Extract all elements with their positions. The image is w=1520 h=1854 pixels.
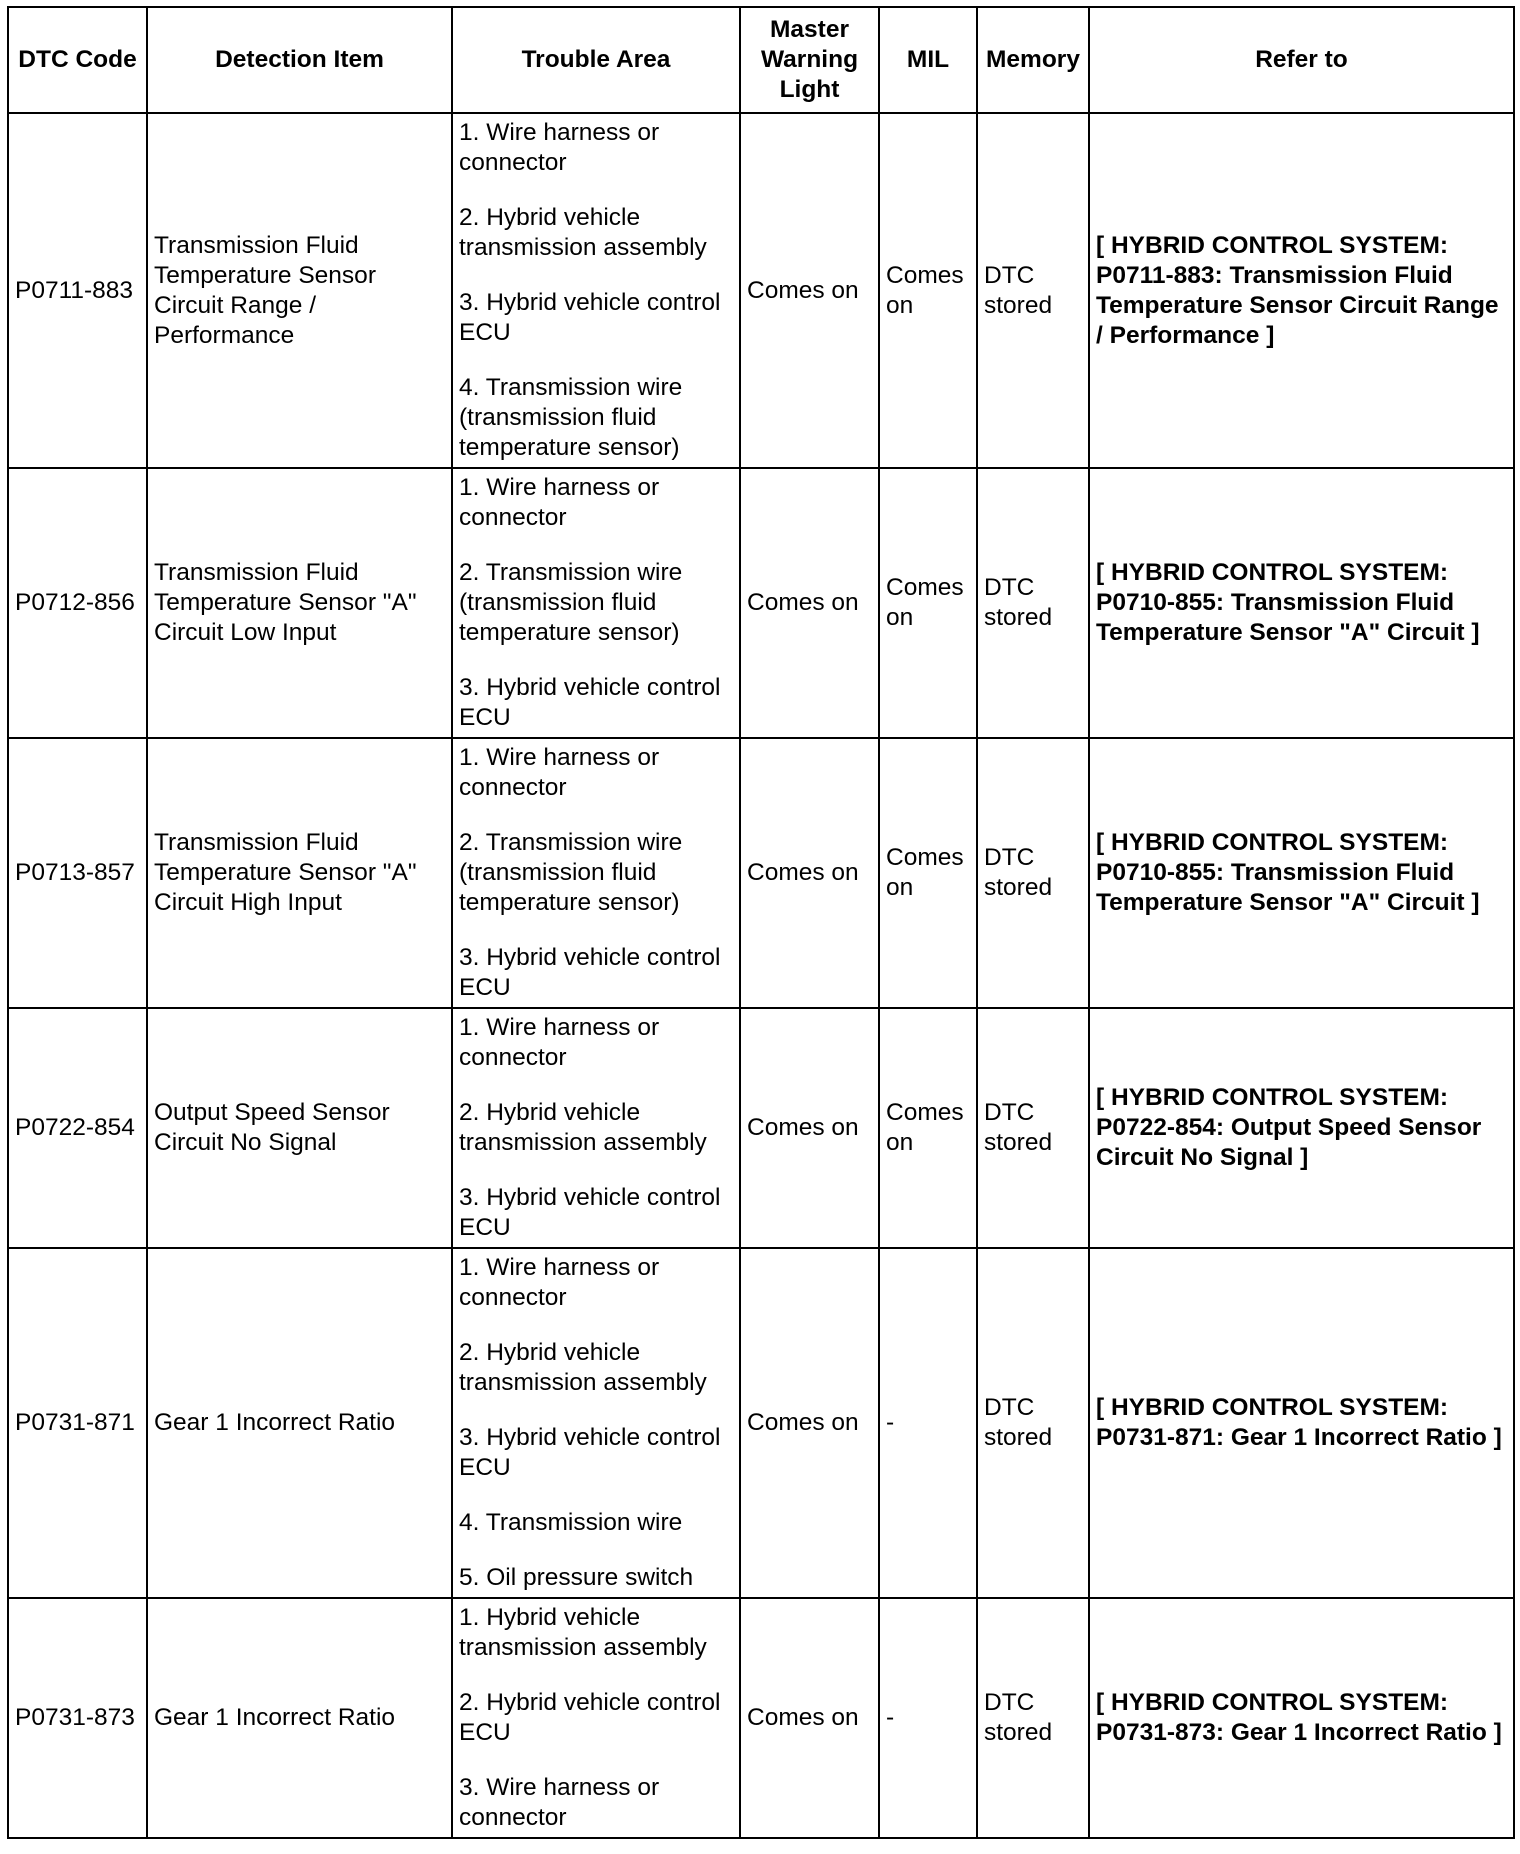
dtc-table [7, 6, 1515, 1839]
cell-master-warning-light: Comes on [740, 468, 879, 738]
cell-refer-to: [ HYBRID CONTROL SYSTEM: P0711-883: Transmission Fluid Temperature Sensor Circuit Range / Performance ] [1089, 113, 1514, 468]
cell-detection-item: Output Speed Sensor Circuit No Signal [147, 1008, 452, 1248]
cell-memory: DTC stored [977, 1248, 1089, 1598]
cell-detection-item: Transmission Fluid Temperature Sensor "A" Circuit High Input [147, 738, 452, 1008]
trouble-area-item: 4. Transmission wire (transmission fluid temperature sensor) [459, 374, 683, 461]
cell-memory: DTC stored [977, 1598, 1089, 1838]
trouble-area-item: 2. Hybrid vehicle transmission assembly [459, 204, 707, 261]
cell-refer-to: [ HYBRID CONTROL SYSTEM: P0731-873: Gear 1 Incorrect Ratio ] [1089, 1598, 1514, 1838]
trouble-area-item: 3. Wire harness or connector [459, 1774, 660, 1831]
cell-master-warning-light: Comes on [740, 1008, 879, 1248]
table-row [8, 113, 1514, 468]
cell-trouble-area [452, 1248, 740, 1598]
cell-detection-item: Transmission Fluid Temperature Sensor "A" Circuit Low Input [147, 468, 452, 738]
cell-dtc-code: P0731-871 [8, 1248, 147, 1598]
header-detection-item: Detection Item [147, 7, 452, 113]
table-row [8, 1008, 1514, 1248]
table-header [8, 7, 1514, 113]
header-memory: Memory [977, 7, 1089, 113]
cell-detection-item: Transmission Fluid Temperature Sensor Circuit Range / Performance [147, 113, 452, 468]
cell-master-warning-light: Comes on [740, 113, 879, 468]
header-refer-to: Refer to [1089, 7, 1514, 113]
cell-mil: Comes on [879, 113, 977, 468]
table-row [8, 1248, 1514, 1598]
header-master-warning-light: Master Warning Light [740, 7, 879, 113]
cell-trouble-area [452, 738, 740, 1008]
cell-dtc-code: P0731-873 [8, 1598, 147, 1838]
cell-memory: DTC stored [977, 468, 1089, 738]
trouble-area-item: 2. Hybrid vehicle transmission assembly [459, 1339, 707, 1396]
cell-trouble-area [452, 468, 740, 738]
cell-memory: DTC stored [977, 738, 1089, 1008]
trouble-area-item: 3. Hybrid vehicle control ECU [459, 944, 721, 1001]
trouble-area-item: 2. Hybrid vehicle transmission assembly [459, 1099, 707, 1156]
cell-refer-to: [ HYBRID CONTROL SYSTEM: P0731-871: Gear 1 Incorrect Ratio ] [1089, 1248, 1514, 1598]
cell-mil: Comes on [879, 468, 977, 738]
cell-trouble-area [452, 113, 740, 468]
trouble-area-item: 1. Wire harness or connector [459, 474, 660, 531]
trouble-area-item: 2. Transmission wire (transmission fluid temperature sensor) [459, 829, 683, 916]
cell-memory: DTC stored [977, 1008, 1089, 1248]
trouble-area-item: 2. Transmission wire (transmission fluid temperature sensor) [459, 559, 683, 646]
cell-mil: Comes on [879, 1008, 977, 1248]
trouble-area-item: 1. Wire harness or connector [459, 1014, 660, 1071]
trouble-area-item: 3. Hybrid vehicle control ECU [459, 1424, 721, 1481]
cell-detection-item: Gear 1 Incorrect Ratio [147, 1248, 452, 1598]
cell-trouble-area [452, 1008, 740, 1248]
trouble-area-item: 1. Wire harness or connector [459, 744, 660, 801]
cell-master-warning-light: Comes on [740, 738, 879, 1008]
trouble-area-item: 3. Hybrid vehicle control ECU [459, 674, 721, 731]
cell-mil: - [879, 1598, 977, 1838]
cell-dtc-code: P0711-883 [8, 113, 147, 468]
trouble-area-item: 4. Transmission wire [459, 1509, 683, 1536]
trouble-area-item: 1. Wire harness or connector [459, 1254, 660, 1311]
cell-trouble-area [452, 1598, 740, 1838]
cell-master-warning-light: Comes on [740, 1248, 879, 1598]
header-row [8, 7, 1514, 113]
cell-refer-to: [ HYBRID CONTROL SYSTEM: P0710-855: Transmission Fluid Temperature Sensor "A" Circuit ] [1089, 468, 1514, 738]
table-row [8, 468, 1514, 738]
table-row [8, 1598, 1514, 1838]
cell-mil: Comes on [879, 738, 977, 1008]
header-mil: MIL [879, 7, 977, 113]
table-row [8, 738, 1514, 1008]
cell-dtc-code: P0712-856 [8, 468, 147, 738]
trouble-area-item: 3. Hybrid vehicle control ECU [459, 1184, 721, 1241]
header-trouble-area: Trouble Area [452, 7, 740, 113]
cell-refer-to: [ HYBRID CONTROL SYSTEM: P0710-855: Transmission Fluid Temperature Sensor "A" Circuit ] [1089, 738, 1514, 1008]
trouble-area-item: 1. Hybrid vehicle transmission assembly [459, 1604, 707, 1661]
trouble-area-item: 1. Wire harness or connector [459, 119, 660, 176]
cell-detection-item: Gear 1 Incorrect Ratio [147, 1598, 452, 1838]
cell-mil: - [879, 1248, 977, 1598]
trouble-area-item: 2. Hybrid vehicle control ECU [459, 1689, 721, 1746]
header-dtc-code: DTC Code [8, 7, 147, 113]
cell-refer-to: [ HYBRID CONTROL SYSTEM: P0722-854: Output Speed Sensor Circuit No Signal ] [1089, 1008, 1514, 1248]
trouble-area-item: 5. Oil pressure switch [459, 1564, 694, 1591]
cell-memory: DTC stored [977, 113, 1089, 468]
trouble-area-item: 3. Hybrid vehicle control ECU [459, 289, 721, 346]
cell-dtc-code: P0713-857 [8, 738, 147, 1008]
cell-master-warning-light: Comes on [740, 1598, 879, 1838]
cell-dtc-code: P0722-854 [8, 1008, 147, 1248]
